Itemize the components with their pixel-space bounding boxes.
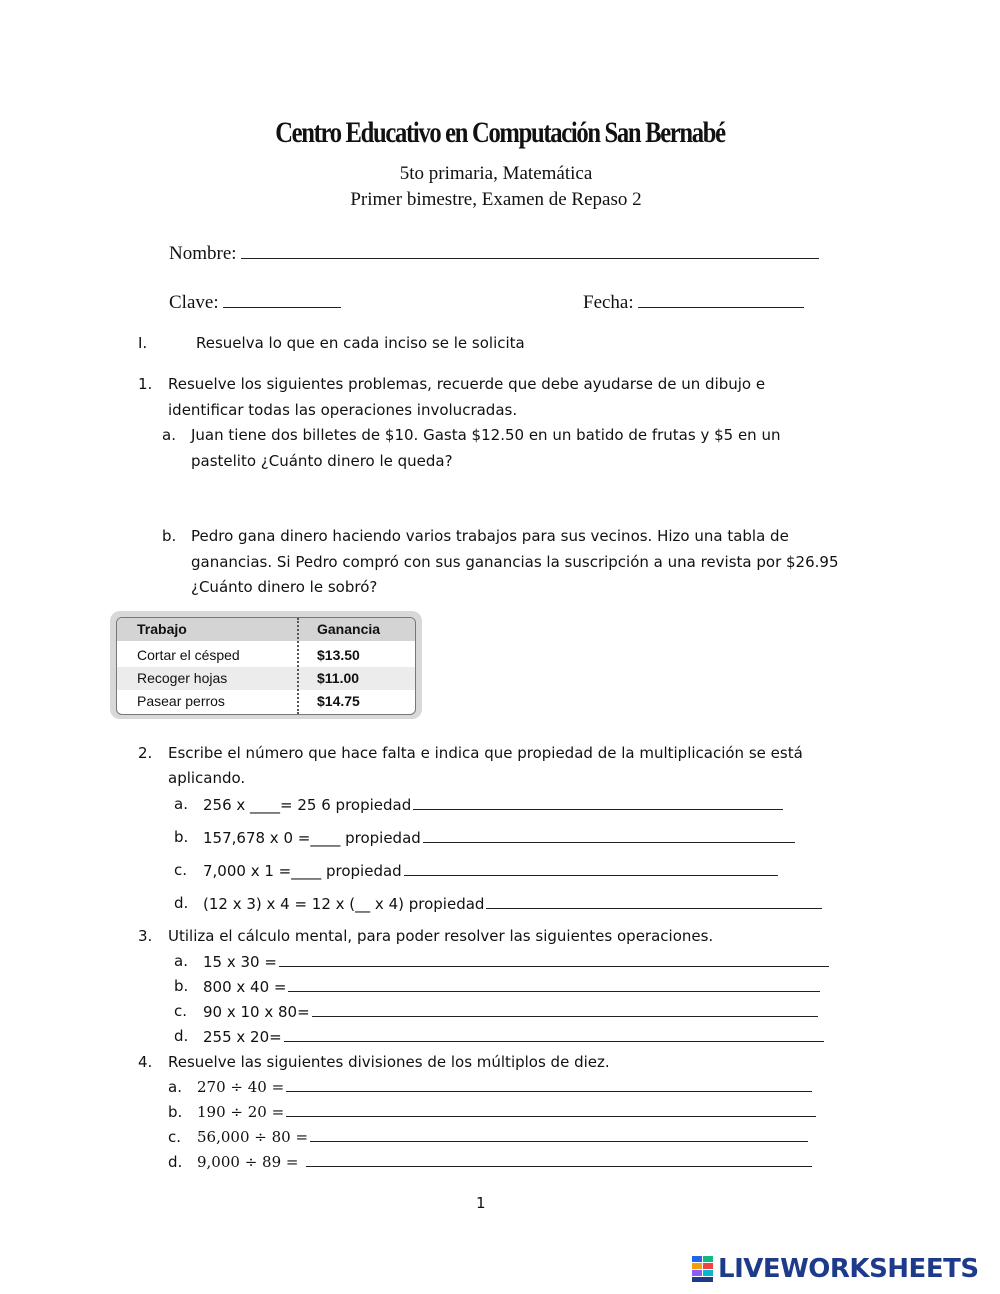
q2c-text: 7,000 x 1 =____ propiedad <box>203 862 402 880</box>
q4c-text: 56,000 ÷ 80 = <box>197 1128 309 1146</box>
q2a-text: 256 x ____= 25 6 propiedad <box>203 796 412 814</box>
q2a-answer-line[interactable] <box>413 795 783 810</box>
q1b-text-line3: ¿Cuánto dinero le sobró? <box>191 578 378 596</box>
q2d-item <box>203 894 822 913</box>
table-header-trabajo: Trabajo <box>137 621 187 637</box>
q3b-letter: b. <box>174 977 189 995</box>
q2c-letter: c. <box>174 861 188 879</box>
fecha-label: Fecha: <box>583 292 634 313</box>
q4a-answer-line[interactable] <box>286 1077 812 1092</box>
fecha-input-line[interactable] <box>638 289 804 308</box>
q3c-item <box>203 1002 818 1021</box>
q1a-text-line2: pastelito ¿Cuánto dinero le queda? <box>191 452 453 470</box>
q2d-text: (12 x 3) x 4 = 12 x (__ x 4) propiedad <box>203 895 485 913</box>
section-instruction: Resuelva lo que en cada inciso se le solicita <box>196 334 525 352</box>
q3c-answer-line[interactable] <box>312 1002 818 1017</box>
q1a-text-line1: Juan tiene dos billetes de $10. Gasta $12.50 en un batido de frutas y $5 en un <box>191 426 781 444</box>
q4d-item <box>197 1152 812 1171</box>
q1b-letter: b. <box>162 527 177 545</box>
earnings-table-inner <box>116 617 416 715</box>
q3d-answer-line[interactable] <box>284 1027 824 1042</box>
q1-number: 1. <box>138 375 153 393</box>
clave-label: Clave: <box>169 292 219 313</box>
table-header-ganancia: Ganancia <box>317 621 381 637</box>
section-numeral: I. <box>138 334 148 352</box>
nombre-label: Nombre: <box>169 243 237 264</box>
q1b-text-line1: Pedro gana dinero haciendo varios trabajos para sus vecinos. Hizo una tabla de <box>191 527 789 545</box>
q2a-item <box>203 795 783 814</box>
q2d-answer-line[interactable] <box>486 894 822 909</box>
q1-text-line2: identificar todas las operaciones involucradas. <box>168 401 518 419</box>
clave-field <box>169 289 341 314</box>
q2-text-line2: aplicando. <box>168 769 246 787</box>
q2b-answer-line[interactable] <box>423 828 795 843</box>
table-row <box>117 667 415 690</box>
q4b-answer-line[interactable] <box>286 1102 816 1117</box>
q3b-answer-line[interactable] <box>288 977 820 992</box>
document-subtitle-exam: Primer bimestre, Examen de Repaso 2 <box>350 189 642 210</box>
q4-number: 4. <box>138 1053 153 1071</box>
table-cell-ganancia: $11.00 <box>317 670 360 686</box>
q3b-item <box>203 977 820 996</box>
q4d-answer-line[interactable] <box>306 1152 812 1167</box>
q4a-letter: a. <box>168 1078 182 1096</box>
table-cell-ganancia: $13.50 <box>317 647 360 663</box>
page-number: 1 <box>476 1194 486 1212</box>
table-header-row <box>117 618 415 641</box>
document-title: Centro Educativo en Computación San Bernabé <box>275 116 725 149</box>
q2b-letter: b. <box>174 828 189 846</box>
fecha-field <box>583 289 804 314</box>
q4a-text: 270 ÷ 40 = <box>197 1078 285 1096</box>
q4b-text: 190 ÷ 20 = <box>197 1103 285 1121</box>
q2c-answer-line[interactable] <box>404 861 778 876</box>
q3b-text: 800 x 40 = <box>203 978 287 996</box>
q3-text: Utiliza el cálculo mental, para poder resolver las siguientes operaciones. <box>168 927 714 945</box>
nombre-field <box>169 240 819 265</box>
table-cell-ganancia: $14.75 <box>317 693 360 709</box>
table-row <box>117 690 415 713</box>
q4c-answer-line[interactable] <box>310 1127 808 1142</box>
liveworksheets-logo-icon <box>692 1256 714 1282</box>
q2d-letter: d. <box>174 894 189 912</box>
q4d-text: 9,000 ÷ 89 = <box>197 1153 299 1171</box>
q3d-item <box>203 1027 824 1046</box>
q4b-letter: b. <box>168 1103 183 1121</box>
clave-input-line[interactable] <box>223 289 341 308</box>
q3a-letter: a. <box>174 952 188 970</box>
q4c-item <box>197 1127 808 1146</box>
table-column-separator <box>297 618 299 714</box>
q1a-letter: a. <box>162 426 176 444</box>
q4c-letter: c. <box>168 1128 182 1146</box>
q3d-text: 255 x 20= <box>203 1028 282 1046</box>
q2-text-line1: Escribe el número que hace falta e indica que propiedad de la multiplicación se está <box>168 744 803 762</box>
q3a-item <box>203 952 829 971</box>
q3c-letter: c. <box>174 1002 188 1020</box>
q3c-text: 90 x 10 x 80= <box>203 1003 310 1021</box>
q4a-item <box>197 1077 812 1096</box>
q2a-letter: a. <box>174 795 188 813</box>
table-cell-trabajo: Cortar el césped <box>137 647 240 663</box>
nombre-input-line[interactable] <box>241 240 819 259</box>
q4-text: Resuelve las siguientes divisiones de los múltiplos de diez. <box>168 1053 610 1071</box>
table-cell-trabajo: Recoger hojas <box>137 670 228 686</box>
q2b-item <box>203 828 795 847</box>
q3d-letter: d. <box>174 1027 189 1045</box>
q2c-item <box>203 861 778 880</box>
q3a-text: 15 x 30 = <box>203 953 277 971</box>
earnings-table <box>110 611 422 719</box>
liveworksheets-logo-text: LIVEWORKSHEETS <box>718 1254 979 1284</box>
document-subtitle-grade: 5to primaria, Matemática <box>399 163 593 184</box>
q2b-text: 157,678 x 0 =____ propiedad <box>203 829 421 847</box>
table-cell-trabajo: Pasear perros <box>137 693 225 709</box>
q1b-text-line2: ganancias. Si Pedro compró con sus ganancias la suscripción a una revista por $26.95 <box>191 553 839 571</box>
q1-text-line1: Resuelve los siguientes problemas, recuerde que debe ayudarse de un dibujo e <box>168 375 766 393</box>
table-row <box>117 644 415 667</box>
q3a-answer-line[interactable] <box>279 952 829 967</box>
q2-number: 2. <box>138 744 153 762</box>
q3-number: 3. <box>138 927 153 945</box>
q4b-item <box>197 1102 816 1121</box>
q4d-letter: d. <box>168 1153 183 1171</box>
